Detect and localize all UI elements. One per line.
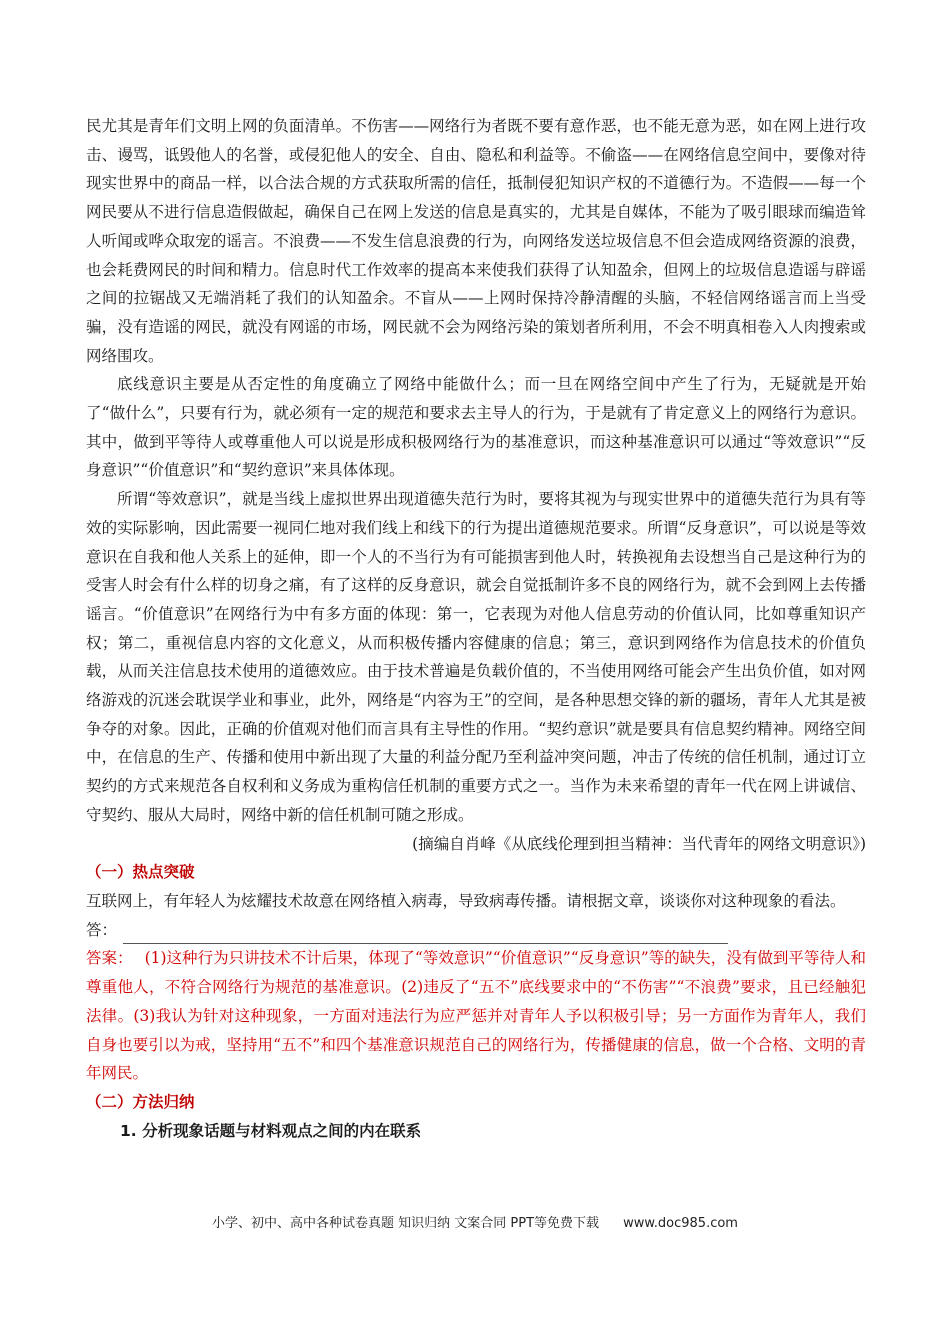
article-paragraph-1: 民尤其是青年们文明上网的负面清单。不伤害——网络行为者既不要有意作恶，也不能无意为恶，如在网上进行攻击、谩骂，诋毁他人的名誉，或侵犯他人的安全、自由、隐私和利益等。不偷盗——在网络信息空间中，要像对待现实世界中的商品一样，以合法合规的方式获取所需的信任，抵制侵犯知识产权的不道德行为。不造假——每一个网民要从不进行信息造假做起，确保自己在网上发送的信息是真实的，尤其是自媒体，不能为了吸引眼球而编造耸人听闻或哗众取宠的谣言。不浪费——不发生信息浪费的行为，向网络发送垃圾信息不但会造成网络资源的浪费，也会耗费网民的时间和精力。信息时代工作效率的提高本来使我们获得了认知盈余，但网上的垃圾信息造谣与辟谣之间的拉锯战又无端消耗了我们的认知盈余。不盲从——上网时保持冷静清醒的头脑，不轻信网络谣言而上当受骗，没有造谣的网民，就没有网谣的市场，网民就不会为网络污染的策划者所利用，不会不明真相卷入人肉搜索或网络围攻。 — [86, 117, 866, 365]
method-item-1: 1. 分析现象话题与材料观点之间的内在联系 — [120, 1121, 422, 1140]
answer-label: 答案： — [86, 949, 133, 968]
section-heading-hotspot: （一）热点突破 — [86, 863, 195, 882]
answer-block — [86, 944, 866, 1088]
answer-prompt: 答： — [86, 920, 118, 939]
question-text: 互联网上，有年轻人为炫耀技术故意在网络植入病毒，导致病毒传播。请根据文章，谈谈你对这种现象的看法。 — [86, 891, 846, 910]
section-heading-method: （二）方法归纳 — [86, 1092, 195, 1111]
footer-text: 小学、初中、高中各种试卷真题 知识归纳 文案合同 PPT等免费下载 — [212, 1216, 600, 1231]
article-paragraph-3: 所谓“等效意识”，就是当线上虚拟世界出现道德失范行为时，要将其视为与现实世界中的道德失范行为具有等效的实际影响，因此需要一视同仁地对我们线上和线下的行为提出道德规范要求。所谓“反身意识”，可以说是等效意识在自我和他人关系上的延伸，即一个人的不当行为有可能损害到他人时，转换视角去设想当自己是这种行为的受害人时会有什么样的切身之痛，有了这样的反身意识，就会自觉抵制许多不良的网络行为，就不会到网上去传播谣言。“价值意识”在网络行为中有多方面的体现：第一，它表现为对他人信息劳动的价值认同，比如尊重知识产权；第二，重视信息内容的文化意义，从而积极传播内容健康的信息；第三，意识到网络作为信息技术的价值负载，从而关注信息技术使用的道德效应。由于技术普遍是负载价值的，不当使用网络可能会产生出负价值，如对网络游戏的沉迷会耽误学业和事业，此外，网络是“内容为王”的空间，是各种思想交锋的新的疆场，青年人尤其是被争夺的对象。因此，正确的价值观对他们而言具有主导性的作用。“契约意识”就是要具有信息契约精神。网络空间中，在信息的生产、传播和使用中新出现了大量的利益分配乃至利益冲突问题，冲击了传统的信任机制，通过订立契约的方式来规范各自权利和义务成为重构信任机制的重要方式之一。当作为未来希望的青年一代在网上讲诚信、守契约、服从大局时，网络中新的信任机制可随之形成。 — [86, 490, 866, 824]
answer-line — [86, 916, 866, 945]
answer-blank — [123, 923, 728, 944]
page-footer — [0, 1212, 950, 1231]
footer-url[interactable]: www.doc985.com — [623, 1216, 738, 1231]
answer-text: (1)这种行为只讲技术不计后果，体现了“等效意识”“价值意识”“反身意识”等的缺失，没有做到平等待人和尊重他人，不符合网络行为规范的基准意识。(2)违反了“五不”底线要求中的“不伤害”“不浪费”要求，且已经触犯法律。(3)我认为针对这种现象，一方面对违法行为应严惩并对青年人予以积极引导；另一方面作为青年人，我们自身也要引以为戒，坚持用“五不”和四个基准意识规范自己的网络行为，传播健康的信息，做一个合格、文明的青年网民。 — [86, 949, 866, 1083]
article-source: (摘编自肖峰《从底线伦理到担当精神：当代青年的网络文明意识》) — [412, 834, 866, 853]
document-body — [86, 112, 866, 1145]
article-paragraph-2: 底线意识主要是从否定性的角度确立了网络中能做什么；而一旦在网络空间中产生了行为，无疑就是开始了“做什么”，只要有行为，就必须有一定的规范和要求去主导人的行为，于是就有了肯定意义上的网络行为意识。其中，做到平等待人或尊重他人可以说是形成积极网络行为的基准意识，而这种基准意识可以通过“等效意识”“反身意识”“价值意识”和“契约意识”来具体体现。 — [86, 375, 866, 480]
